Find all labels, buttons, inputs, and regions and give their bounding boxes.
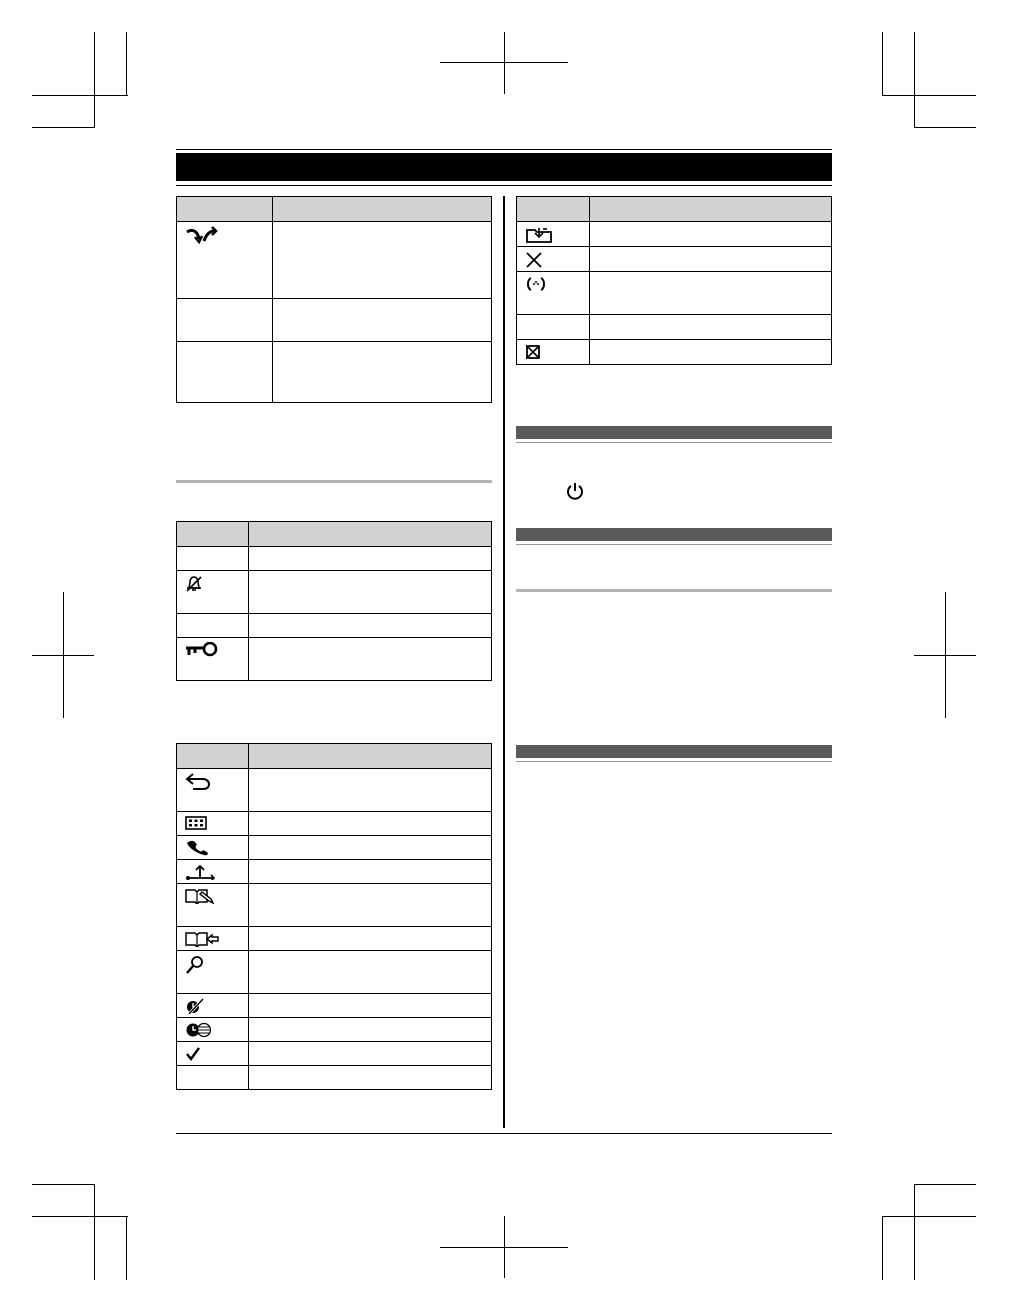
icon-table-3 xyxy=(176,743,492,1090)
table-header-cell xyxy=(590,197,832,222)
table-row xyxy=(177,1066,492,1090)
section-rule xyxy=(516,442,832,443)
table-header-row xyxy=(517,197,832,222)
table-cell xyxy=(249,571,492,614)
alarm-time-icon xyxy=(185,1022,213,1038)
table-row xyxy=(177,571,492,614)
table-row xyxy=(177,860,492,884)
table-row xyxy=(177,812,492,836)
table-row xyxy=(177,884,492,927)
table-header-cell xyxy=(177,744,249,769)
section-bar xyxy=(516,528,832,541)
talk-icon xyxy=(185,840,211,856)
crop-mark xyxy=(882,95,976,96)
table-cell xyxy=(177,638,249,681)
section-bar xyxy=(516,426,832,439)
table-cell xyxy=(517,340,590,365)
table-cell xyxy=(177,1042,249,1066)
save-tray-icon xyxy=(525,226,553,244)
table-cell xyxy=(249,1042,492,1066)
crop-mark xyxy=(94,1184,95,1280)
header-rule-top xyxy=(176,149,832,150)
table-row xyxy=(177,1042,492,1066)
table-cell xyxy=(517,272,590,315)
crop-mark xyxy=(94,32,95,128)
crop-mark xyxy=(914,127,976,128)
table-cell xyxy=(177,927,249,951)
table-row xyxy=(517,222,832,247)
section-bar xyxy=(516,745,832,758)
phonebook-edit-icon xyxy=(185,888,215,904)
registration-mark xyxy=(504,32,505,94)
table-cell xyxy=(590,222,832,247)
table-cell xyxy=(249,547,492,571)
keypad-icon xyxy=(185,816,207,830)
table-cell xyxy=(177,860,249,884)
registration-mark xyxy=(440,62,568,63)
table-cell xyxy=(177,951,249,994)
table-cell xyxy=(249,860,492,884)
table-cell xyxy=(177,547,249,571)
table-cell xyxy=(590,340,832,365)
crop-mark xyxy=(914,1184,915,1280)
table-cell xyxy=(249,951,492,994)
table-cell xyxy=(177,342,273,403)
header-rule-bottom xyxy=(176,185,832,186)
table-cell xyxy=(249,769,492,812)
icon-table-4 xyxy=(516,196,832,365)
section-rule xyxy=(516,761,832,762)
table-cell xyxy=(249,1018,492,1042)
crop-mark xyxy=(126,1216,127,1280)
column-divider xyxy=(503,196,505,1128)
table-row xyxy=(177,638,492,681)
table-row xyxy=(177,769,492,812)
table-cell xyxy=(590,315,832,340)
table-cell xyxy=(590,247,832,272)
crop-mark xyxy=(882,1216,883,1280)
table-cell xyxy=(177,884,249,927)
crop-mark xyxy=(914,32,915,128)
table-cell xyxy=(590,272,832,315)
power-icon xyxy=(566,482,584,501)
table-header-cell xyxy=(517,197,590,222)
transfer-icon xyxy=(185,864,215,880)
crop-mark xyxy=(914,1184,976,1185)
registration-mark xyxy=(32,655,94,656)
ringer-off-icon xyxy=(185,575,203,593)
table-header-cell xyxy=(273,197,492,222)
table-cell xyxy=(249,638,492,681)
table-cell xyxy=(177,769,249,812)
table-cell xyxy=(249,884,492,927)
call-forward-icon xyxy=(185,226,219,246)
cancel-x-icon xyxy=(525,251,543,269)
table-row xyxy=(517,247,832,272)
table-header-cell xyxy=(177,197,273,222)
table-header-row xyxy=(177,522,492,547)
table-cell xyxy=(273,299,492,342)
registration-mark xyxy=(440,1247,568,1248)
key-lock-icon xyxy=(185,642,219,658)
table-row xyxy=(177,547,492,571)
table-cell xyxy=(249,836,492,860)
header-band xyxy=(176,153,832,181)
crop-mark xyxy=(32,1184,94,1185)
table-cell xyxy=(249,994,492,1018)
footer-rule xyxy=(176,1133,832,1134)
table-header-row xyxy=(177,197,492,222)
subsection-rule xyxy=(176,480,492,483)
crop-mark xyxy=(882,32,883,96)
table-cell xyxy=(273,222,492,299)
table-header-cell xyxy=(177,522,249,547)
table-row xyxy=(517,340,832,365)
crop-mark xyxy=(32,127,94,128)
table-cell xyxy=(177,812,249,836)
table-row xyxy=(177,299,492,342)
table-cell xyxy=(177,299,273,342)
power-icon-wrap xyxy=(566,482,584,506)
crop-mark xyxy=(126,32,127,96)
back-arrow-icon xyxy=(185,773,211,791)
crop-mark xyxy=(32,95,128,96)
table-row xyxy=(177,836,492,860)
table-row xyxy=(517,315,832,340)
table-cell xyxy=(273,342,492,403)
table-cell xyxy=(177,571,249,614)
table-row xyxy=(177,951,492,994)
table-header-row xyxy=(177,744,492,769)
table-header-cell xyxy=(249,522,492,547)
table-cell xyxy=(517,315,590,340)
table-cell xyxy=(517,222,590,247)
table-row xyxy=(177,222,492,299)
table-cell xyxy=(177,614,249,638)
table-cell xyxy=(177,994,249,1018)
table-row xyxy=(177,927,492,951)
check-icon xyxy=(185,1046,201,1062)
no-display-icon xyxy=(525,344,541,360)
search-icon xyxy=(185,955,205,975)
table-cell xyxy=(249,927,492,951)
table-cell xyxy=(249,812,492,836)
table-row xyxy=(177,342,492,403)
alarm-off-icon xyxy=(185,998,205,1014)
table-cell xyxy=(177,1066,249,1090)
table-cell xyxy=(517,247,590,272)
registration-mark xyxy=(914,655,976,656)
table-row xyxy=(177,1018,492,1042)
table-cell xyxy=(177,1018,249,1042)
table-row xyxy=(177,614,492,638)
subsection-rule xyxy=(516,589,832,592)
phonebook-add-icon xyxy=(185,931,219,947)
icon-table-1 xyxy=(176,196,492,403)
pause-icon xyxy=(525,276,547,292)
table-cell xyxy=(177,222,273,299)
table-row xyxy=(177,994,492,1018)
section-rule xyxy=(516,544,832,545)
table-cell xyxy=(177,836,249,860)
icon-table-2 xyxy=(176,521,492,681)
crop-mark xyxy=(32,1216,128,1217)
table-header-cell xyxy=(249,744,492,769)
table-cell xyxy=(249,614,492,638)
table-cell xyxy=(249,1066,492,1090)
table-row xyxy=(517,272,832,315)
crop-mark xyxy=(882,1216,976,1217)
